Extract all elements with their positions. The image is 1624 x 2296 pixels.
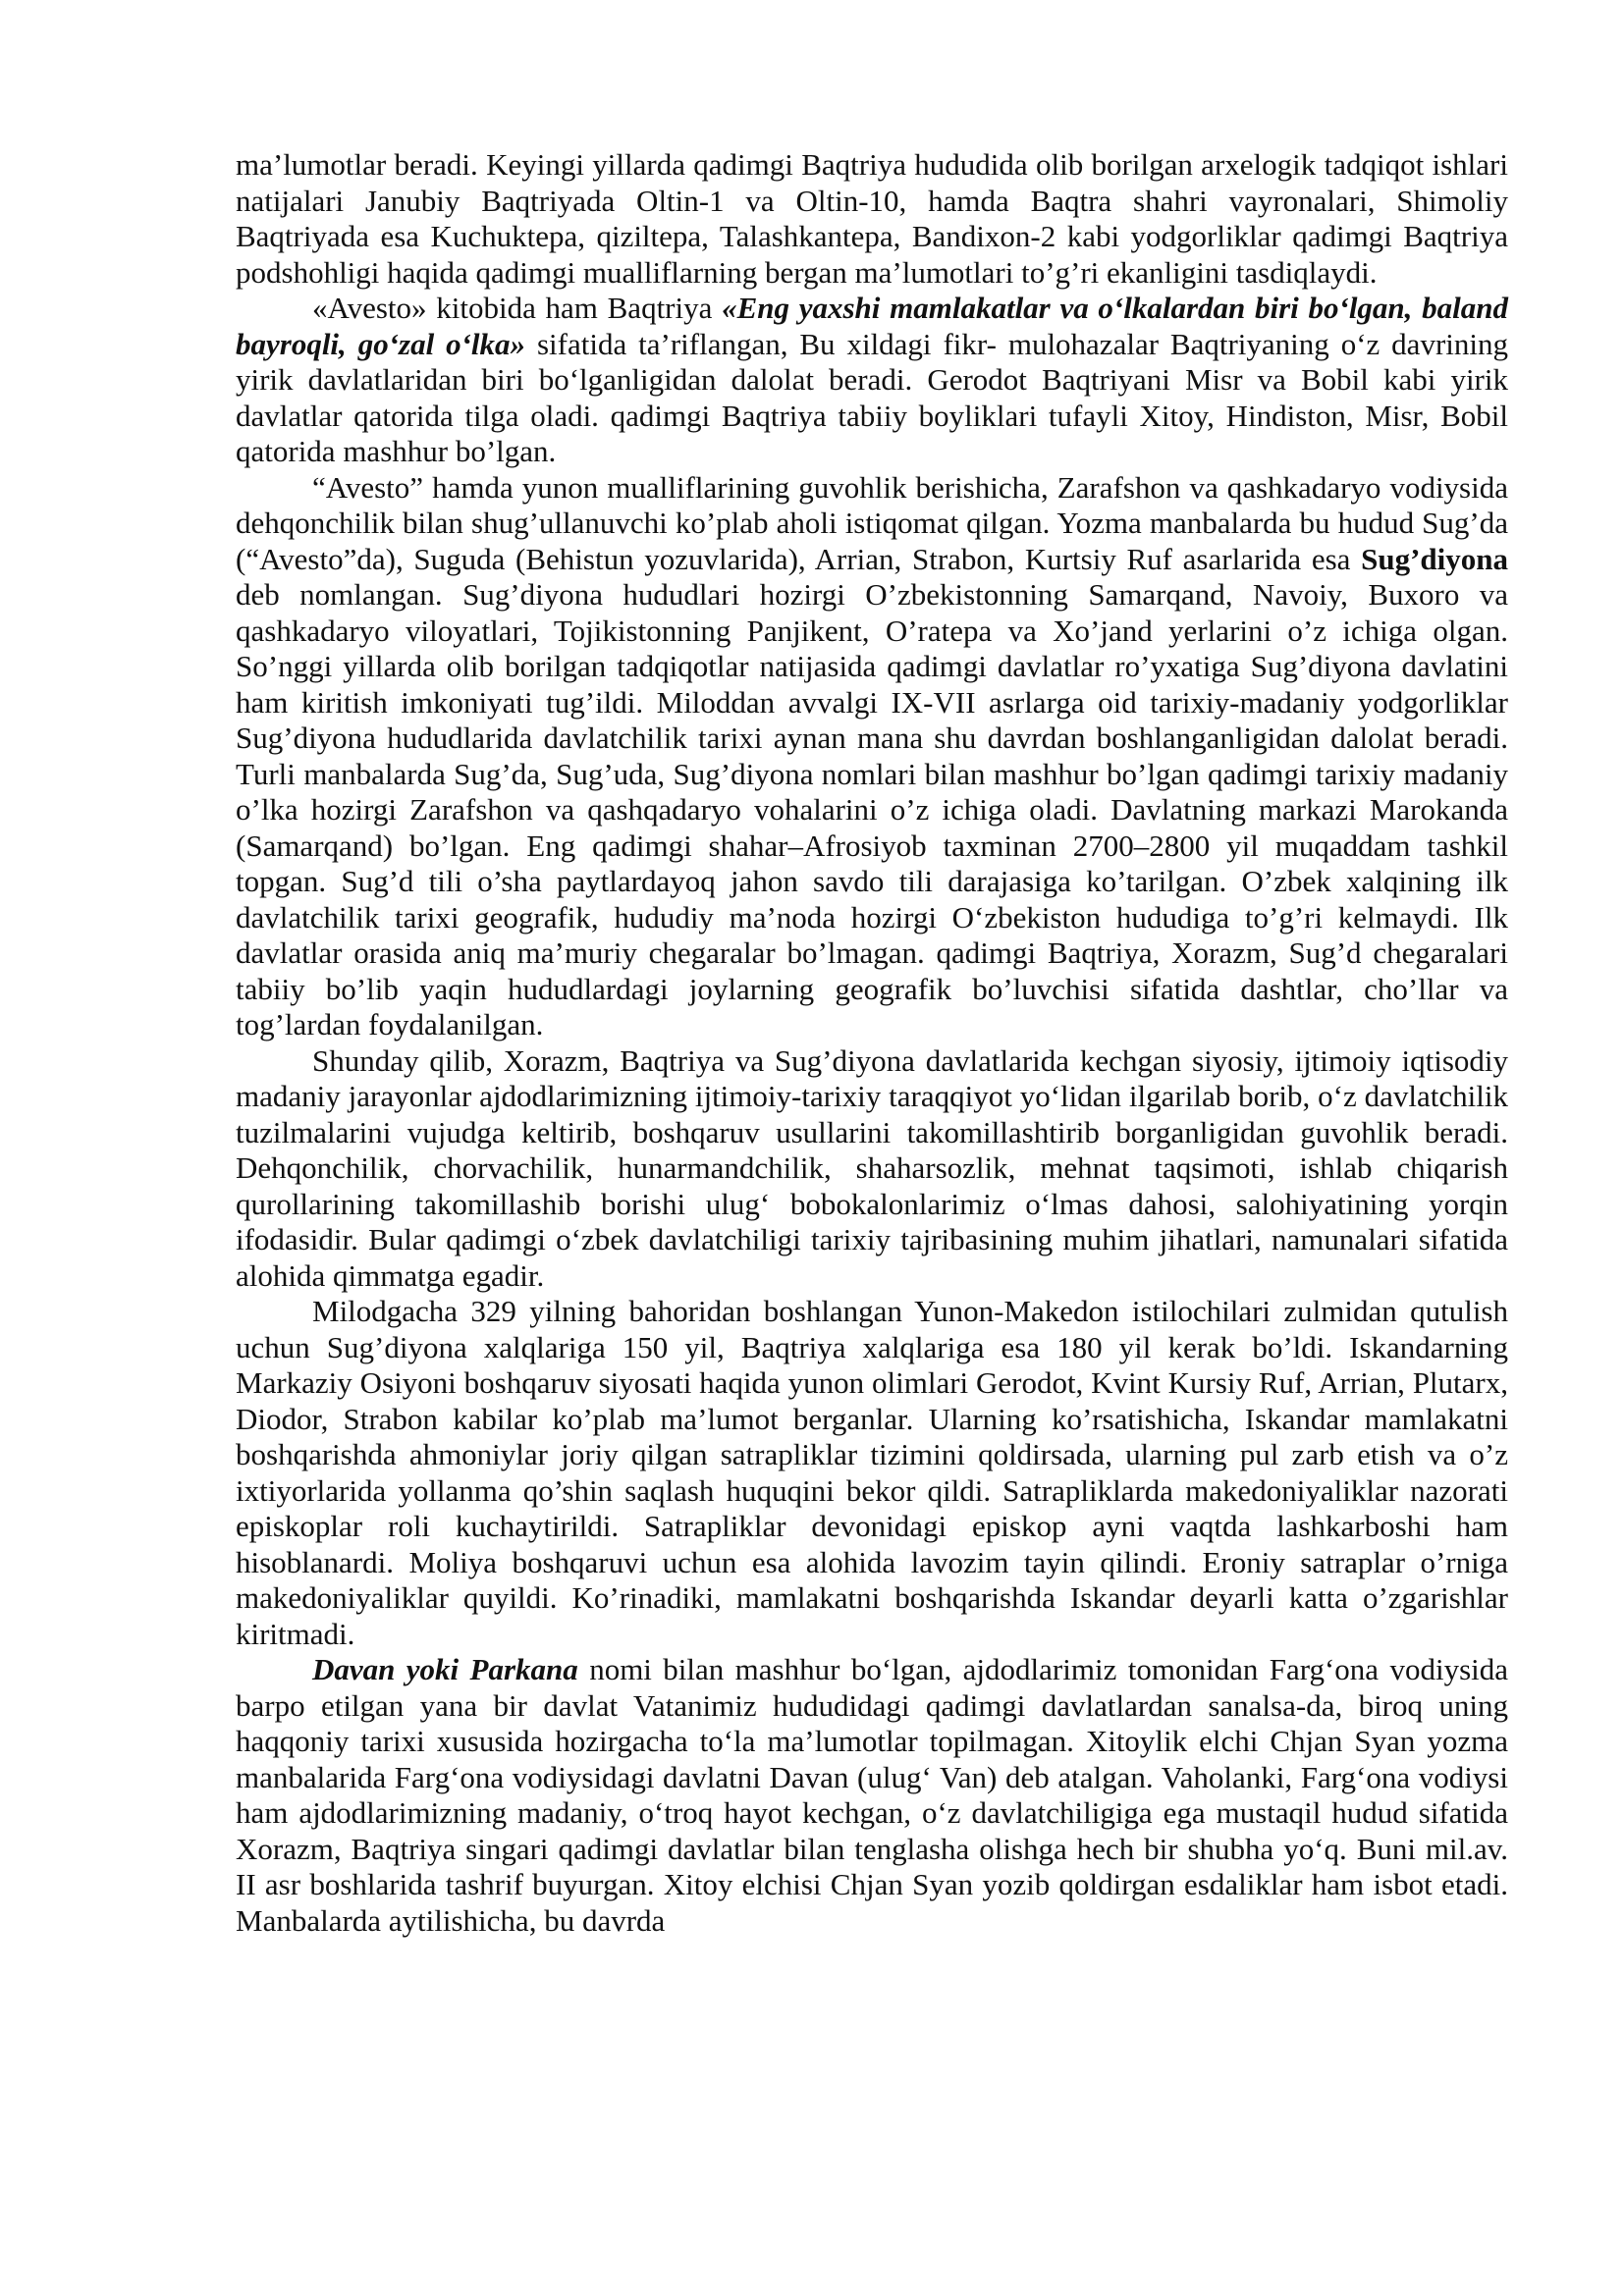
paragraph-avesto-baqtriya bbox=[236, 291, 1508, 470]
emphasis-quote: «Eng yaxshi mamlakatlar va o‘lkalardan biri bo‘lgan, baland bayroqli, go‘zal o‘lka» bbox=[236, 291, 1508, 361]
paragraph-text: deb nomlangan. Sug’diyona hududlari hozirgi O’zbekistonning Samarqand, Navoiy, Buxoro va qashkadaryo viloyatlari, Tojikistonning Panjikent, O’ratepa va Xo’jand yerlarini o’z ichiga olgan. So’nggi yillarda olib borilgan tadqiqotlar natijasida qadimgi davlatlar ro’yxatiga Sug’diyona davlatini ham kiritish imkoniyati tug’ildi. Miloddan avvalgi IX-VII asrlarga oid tarixiy-madaniy yodgorliklar Sug’diyona hududlarida davlatchilik tarixi aynan mana shu davrdan boshlanganligidan dalolat beradi. Turli manbalarda Sug’da, Sug’uda, Sug’diyona nomlari bilan mashhur bo’lgan qadimgi tarixiy madaniy o’lka hozirgi Zarafshon va qashqadaryo vohalarini o’z ichiga oladi. Davlatning markazi Marokanda (Samarqand) bo’lgan. Eng qadimgi shahar–Afrosiyob taxminan 2700–2800 yil muqaddam tashkil topgan. Sug’d tili o’sha paytlardayoq jahon savdo tili darajasiga ko’tarilgan. O’zbek xalqining ilk davlatchilik tarixi geografik, hududiy ma’noda hozirgi O‘zbekiston hududiga to’g’ri kelmaydi. Ilk davlatlar orasida aniq ma’muriy chegaralar bo’lmagan. qadimgi Baqtriya, Xorazm, Sug’d chegaralari tabiiy bo’lib yaqin hududlardagi joylarning geografik bo’luvchisi sifatida dashtlar, cho’llar va tog’lardan foydalanilgan. bbox=[236, 577, 1508, 1041]
paragraph-sugdiyona bbox=[236, 470, 1508, 1043]
emphasis-term: Sug’diyona bbox=[1361, 541, 1508, 576]
emphasis-term: Davan yoki Parkana bbox=[312, 1652, 578, 1686]
paragraph-conclusion bbox=[236, 1043, 1508, 1295]
paragraph-text: «Avesto» kitobida ham Baqtriya bbox=[312, 291, 723, 325]
paragraph-baqtriya-archaeology bbox=[236, 147, 1508, 291]
paragraph-davan bbox=[236, 1652, 1508, 1939]
paragraph-text: Milodgacha 329 yilning bahoridan boshlangan Yunon-Makedon istilochilari zulmidan qutulish uchun Sug’diyona xalqlariga 150 yil, Baqtriya xalqlariga esa 180 yil kerak bo’ldi. Iskandarning Markaziy Osiyoni boshqaruv siyosati haqida yunon olimlari Gerodot, Kvint Kursiy Ruf, Arrian, Plutarx, Diodor, Strabon kabilar ko’plab ma’lumot berganlar. Ularning ko’rsatishicha, Iskandar mamlakatni boshqarishda ahmoniylar joriy qilgan satrapliklar tizimini qoldirsada, ularning pul zarb etish va o’z ixtiyorlarida yollanma qo’shin saqlash huquqini bekor qildi. Satrapliklarda makedoniyaliklar nazorati episkoplar roli kuchaytirildi. Satrapliklar devonidagi episkop ayni vaqtda lashkarboshi ham hisoblanardi. Moliya boshqaruvi uchun esa alohida lavozim tayin qilindi. Eroniy satraplar o’rniga makedoniyaliklar quyildi. Ko’rinadiki, mamlakatni boshqarishda Iskandar deyarli katta o’zgarishlar kiritmadi. bbox=[236, 1294, 1508, 1651]
paragraph-text: nomi bilan mashhur bo‘lgan, ajdodlarimiz tomonidan Farg‘ona vodiysida barpo etilgan yana bir davlat Vatanimiz hududidagi qadimgi davlatlardan sanalsa-da, biroq uning haqqoniy tarixi xususida hozirgacha to‘la ma’lumotlar topilmagan. Xitoylik elchi Chjan Syan yozma manbalarida Farg‘ona vodiysidagi davlatni Davan (ulug‘ Van) deb atalgan. Vaholanki, Farg‘ona vodiysi ham ajdodlarimizning madaniy, o‘troq hayot kechgan, o‘z davlatchiligiga ega mustaqil hudud sifatida Xorazm, Baqtriya singari qadimgi davlatlar bilan tenglasha olishga hech bir shubha yo‘q. Buni mil.av. II asr boshlarida tashrif buyurgan. Xitoy elchisi Chjan Syan yozib qoldirgan esdaliklar ham isbot etadi. Manbalarda aytilishicha, bu davrda bbox=[236, 1652, 1509, 1938]
paragraph-text: Shunday qilib, Xorazm, Baqtriya va Sug’diyona davlatlarida kechgan siyosiy, ijtimoiy iqtisodiy madaniy jarayonlar ajdodlarimizning ijtimoiy-tarixiy taraqqiyot yo‘lidan ilgarilab borib, o‘z davlatchilik tuzilmalarini vujudga keltirib, boshqaruv usullarini takomillashtirib borganligidan guvohlik beradi. Dehqonchilik, chorvachilik, hunarmandchilik, shaharsozlik, mehnat taqsimoti, ishlab chiqarish qurollarining takomillashib borishi ulug‘ bobokalonlarimiz o‘lmas dahosi, salohiyatining yorqin ifodasidir. Bular qadimgi o‘zbek davlatchiligi tarixiy tajribasining muhim jihatlari, namunalari sifatida alohida qimmatga egadir. bbox=[236, 1042, 1508, 1293]
document-page bbox=[236, 147, 1508, 1939]
paragraph-greco-macedonian bbox=[236, 1294, 1508, 1652]
paragraph-text: sifatida ta’riflangan, Bu xildagi fikr- mulohazalar Baqtriyaning o‘z davrining yirik davlatlaridan biri bo‘lganligidan dalolat beradi. Gerodot Baqtriyani Misr va Bobil kabi yirik davlatlar qatorida tilga oladi. qadimgi Baqtriya tabiiy boyliklari tufayli Xitoy, Hindiston, Misr, Bobil qatorida mashhur bo’lgan. bbox=[236, 326, 1508, 468]
paragraph-text: ma’lumotlar beradi. Keyingi yillarda qadimgi Baqtriya hududida olib borilgan arxelogik tadqiqot ishlari natijalari Janubiy Baqtriyada Oltin-1 va Oltin-10, hamda Baqtra shahri vayronalari, Shimoliy Baqtriyada esa Kuchuktepa, qiziltepa, Talashkantepa, Bandixon-2 kabi yodgorliklar qadimgi Baqtriya podshohligi haqida qadimgi mualliflarning bergan ma’lumotlari to’g’ri ekanligini tasdiqlaydi. bbox=[236, 147, 1508, 290]
paragraph-text: “Avesto” hamda yunon mualliflarining guvohlik berishicha, Zarafshon va qashkadaryo vodiysida dehqonchilik bilan shug’ullanuvchi ko’plab aholi istiqomat qilgan. Yozma manbalarda bu hudud Sug’da (“Avesto”da), Suguda (Behistun yozuvlarida), Arrian, Strabon, Kurtsiy Ruf asarlarida esa bbox=[236, 469, 1508, 576]
